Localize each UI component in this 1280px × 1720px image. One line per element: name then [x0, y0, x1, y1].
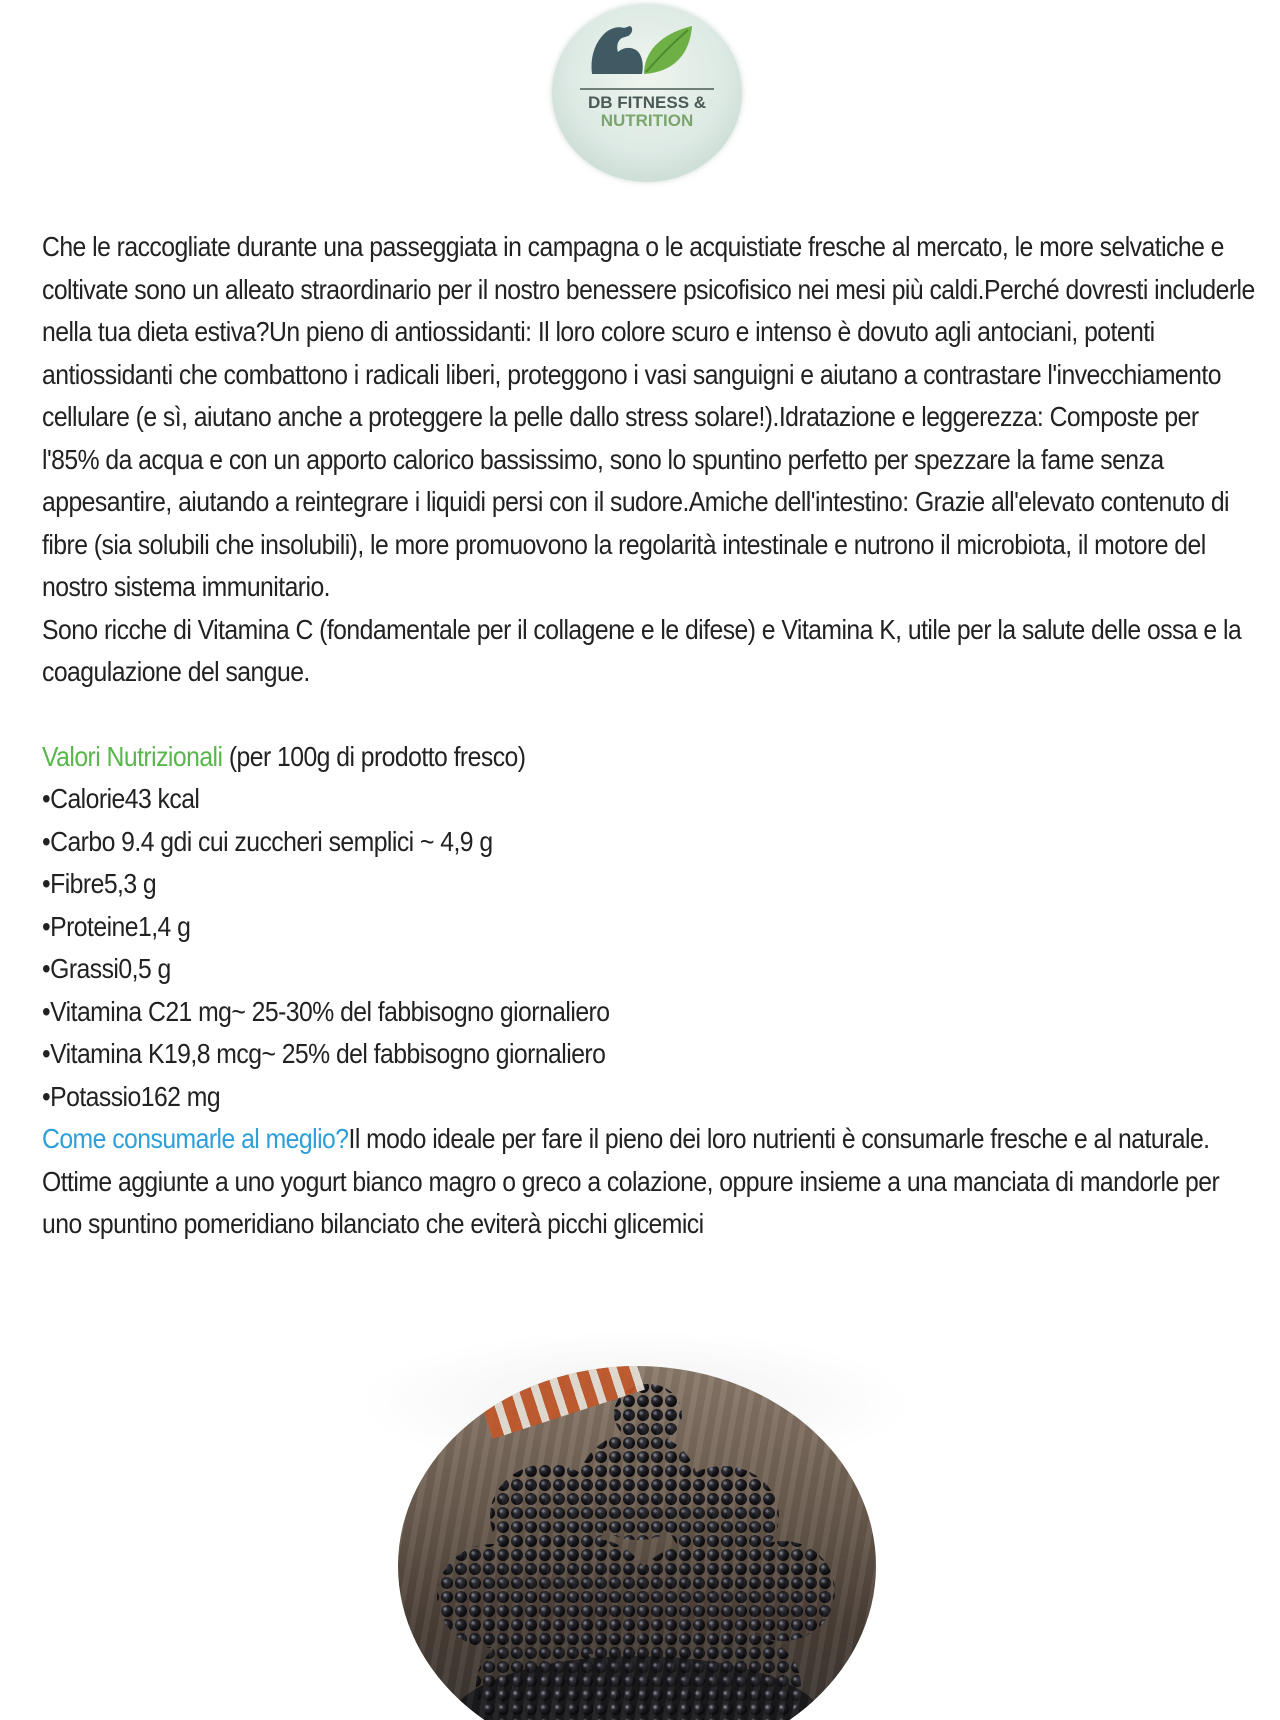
- blackberries-photo: [398, 1366, 876, 1720]
- brand-logo: [552, 4, 742, 182]
- nutrition-item: •Fibre5,3 g: [42, 868, 157, 899]
- nutrition-item: •Vitamina K19,8 mcg~ 25% del fabbisogno giornaliero: [42, 1038, 606, 1069]
- nutrition-item: •Proteine1,4 g: [42, 910, 191, 942]
- consume-paragraph: [42, 1118, 1259, 1246]
- spacer: [42, 694, 1138, 736]
- logo-line1: DB FITNESS &: [587, 93, 707, 112]
- consume-heading: Come consumarle al meglio?: [42, 1123, 349, 1154]
- article-body: [42, 226, 1255, 1246]
- nutrition-item: •Calorie43 kcal: [42, 783, 200, 814]
- logo-line2: NUTRITION: [600, 111, 694, 130]
- consume-text: Il modo ideale per fare il pieno dei loro nutrienti è consumarle fresche e al naturale. Ottime aggiunte a uno yogurt bianco magro o greco a colazione, oppure insieme a una manciata di mandorle per uno spuntino pomeridiano bilanciato che eviterà picchi glicemici: [42, 1123, 1220, 1239]
- nutrition-heading-suffix: (per 100g di prodotto fresco): [222, 740, 526, 772]
- vitamins-paragraph: Sono ricche di Vitamina C (fondamentale per il collagene e le difese) e Vitamina K, utile per la salute delle ossa e la coagulazione del sangue.: [42, 613, 1242, 687]
- wood-texture: [398, 1366, 876, 1720]
- nutrition-item: •Potassio162 mg: [42, 1080, 221, 1112]
- nutrition-heading: [42, 736, 1259, 779]
- logo-divider: [580, 88, 714, 90]
- nutrition-heading-label: Valori Nutrizionali: [42, 740, 223, 772]
- intro-paragraph: Che le raccogliate durante una passeggiata in campagna o le acquistiate fresche al mercato, le more selvatiche e coltivate sono un alleato straordinario per il nostro benessere psicofisico nei mesi più caldi.Perché dovresti includerle nella tua dieta estiva?Un pieno di antiossidanti: Il loro colore scuro e intenso è dovuto agli antociani, potenti antiossidanti che combattono i radicali liberi, proteggono i vasi sanguigni e aiutano a contrastare l'invecchiamento cellulare (e sì, aiutano anche a proteggere la pelle dallo stress solare!).Idratazione e leggerezza: Composte per l'85% da acqua e con un apporto calorico bassissimo, sono lo spuntino perfetto per spezzare la fame senza appesantire, aiutando a reintegrare i liquidi persi con il sudore.Amiche dell'intestino: Grazie all'elevato contenuto di fibre (sia solubili che insolubili), le more promuovono la regolarità intestinale e nutrono il microbiota, il motore del nostro sistema immunitario.: [42, 231, 1255, 602]
- nutrition-item: •Carbo 9.4 gdi cui zuccheri semplici ~ 4,9 g: [42, 825, 493, 857]
- nutrition-item: •Grassi0,5 g: [42, 953, 171, 984]
- logo-text: [552, 94, 742, 130]
- nutrition-item: •Vitamina C21 mg~ 25-30% del fabbisogno giornaliero: [42, 995, 610, 1027]
